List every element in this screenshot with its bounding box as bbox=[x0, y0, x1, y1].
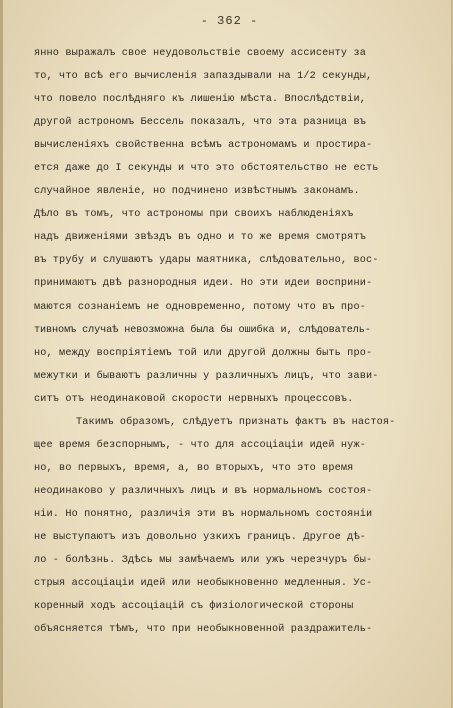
text-line: стрыя ассоціаціи идей или необыкновенно медленныя. Ус- bbox=[34, 578, 373, 590]
text-line: что повело послѣдняго къ лишенію мѣста. Впослѣдствіи, bbox=[34, 94, 366, 106]
body-text bbox=[34, 42, 434, 641]
text-line: межутки и бываютъ различны у различныхъ лицъ, что зави- bbox=[34, 370, 379, 382]
text-line: но, во первыхъ, время, а, во вторыхъ, что это время bbox=[34, 462, 354, 474]
text-line: неодинаково у различныхъ лицъ и въ нормальномъ состоя- bbox=[34, 485, 373, 497]
text-line: коренный ходъ ассоціацій съ физіологической стороны bbox=[34, 601, 354, 613]
text-line: то, что всѣ его вычисленія запаздывали на 1/2 секунды, bbox=[34, 71, 373, 83]
text-line: въ трубу и слушаютъ удары маятника, слѣдовательно, вос- bbox=[34, 255, 379, 267]
text-line: но, между воспріятіемъ той или другой должны быть про- bbox=[34, 347, 373, 359]
text-line: ло - болѣзнь. Здѣсь мы замѣчаемъ или ужъ черезчуръ бы- bbox=[34, 555, 373, 567]
text-line: надъ движеніями звѣздъ въ одно и то же время смотрятъ bbox=[34, 232, 366, 244]
text-line: другой астрономъ Бессель показалъ, что эта разница въ bbox=[34, 117, 366, 129]
text-line: маются сознаніемъ не одновременно, потому что въ про- bbox=[34, 301, 366, 313]
text-line: вычисленіяхъ свойственна всѣмъ астрономамъ и простира- bbox=[34, 140, 373, 152]
text-line: щее время безспорнымъ, - что для ассоціаціи идей нуж- bbox=[34, 439, 366, 451]
text-line: не выступаютъ изъ довольно узкихъ границъ. Другое дѣ- bbox=[34, 531, 366, 543]
text-line: тивномъ случаѣ невозможна была бы ошибка и, слѣдователь- bbox=[34, 324, 371, 336]
paragraph-first-line: Такимъ образомъ, слѣдуетъ признать фактъ въ настоя- bbox=[76, 416, 396, 428]
text-line: принимаютъ двѣ разнородныя идеи. Но эти идеи восприни- bbox=[34, 278, 373, 290]
text-line: объясняется тѣмъ, что при необыкновенной раздражитель- bbox=[34, 624, 373, 636]
text-line: случайное явленіе, но подчинено извѣстнымъ законамъ. bbox=[34, 186, 360, 198]
text-line: янно выражалъ свое неудовольствіе своему ассисенту за bbox=[34, 48, 366, 59]
text-line: ется даже до I секунды и что это обстоятельство не есть bbox=[34, 163, 379, 175]
text-line: ситъ отъ неодинаковой скорости нервныхъ процессовъ. bbox=[34, 393, 354, 405]
page-number: - 362 - bbox=[200, 14, 259, 28]
text-line: Дѣло въ томъ, что астрономы при своихъ наблюденіяхъ bbox=[34, 209, 354, 221]
text-line: ніи. Но понятно, различія эти въ нормальномъ состояніи bbox=[34, 508, 373, 520]
